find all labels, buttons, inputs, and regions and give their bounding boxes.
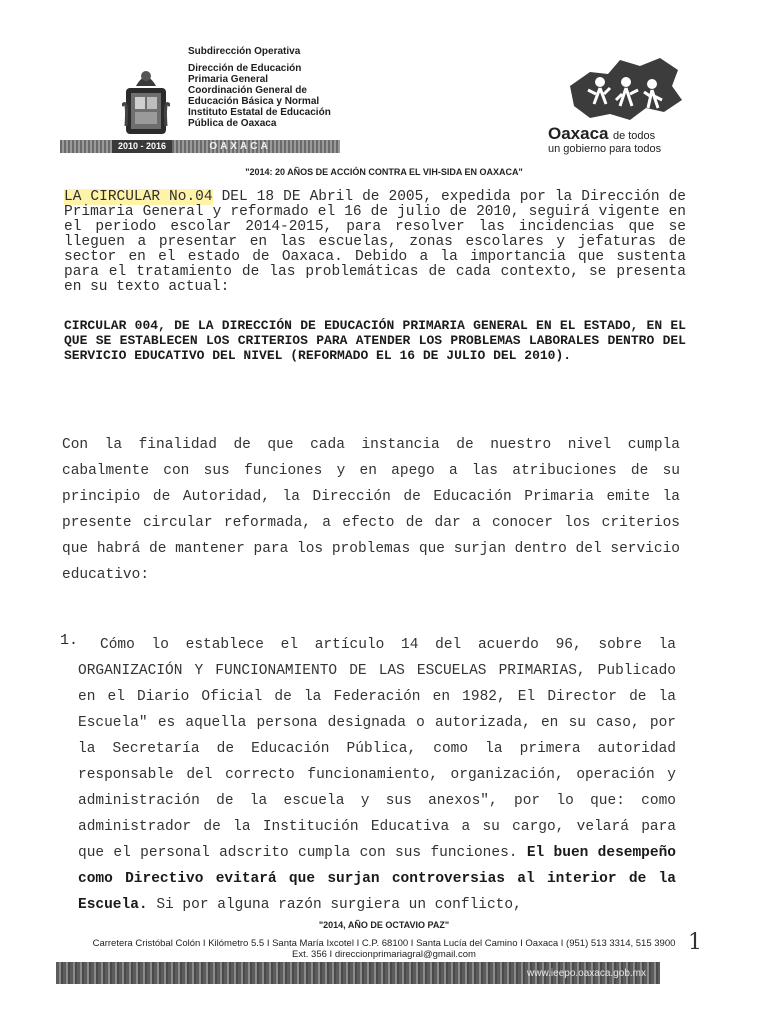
footer-title: "2014, AÑO DE OCTAVIO PAZ" [318,920,450,930]
website-url: www.ieepo.oaxaca.gob.mx [527,968,646,979]
item-1-tail: Si por alguna razón surgiera un conflicto, [147,897,522,913]
oaxaca-map-logo [560,52,688,132]
contact-line: Ext. 356 I direccionprimariagral@gmail.com [292,949,476,960]
dept-line: Educación Básica y Normal [188,96,320,107]
department-block [188,46,331,129]
dept-line: Primaria General [188,74,269,85]
dept-line: Pública de Oaxaca [188,118,277,129]
vih-banner-text: "2014: 20 AÑOS DE ACCIÓN CONTRA EL VIH-SIDA EN OAXACA" [245,167,523,177]
page-number: 1 [688,930,702,955]
item-1-paragraph [78,632,676,918]
dept-line: Subdirección Operativa [188,46,301,57]
state-crest-logo [122,66,170,142]
item-1-bold: El buen desempeño como Directivo evitará que surjan controversias al interior de la Escuela. [78,845,676,913]
logo-caption [548,124,661,155]
logo-subtitle: un gobierno para todos [548,143,662,155]
item-1-text: Cómo lo establece el artículo 14 del acuerdo 96, sobre la ORGANIZACIÓN Y FUNCIONAMIENTO DE LAS ESCUELAS PRIMARIAS, Publicado en el Diario Oficial de la Federación en 1982, El Director de la Escuela" es aquella persona designada o autorizada, en su caso, por la Secretaría de Educación Pública, como la primera autoridad responsable del correcto funcionamiento, organización, operación y administración de la escuela y sus anexos", por lo que: como administrador de la Institución Educativa a su cargo, velará para que el personal adscrito cumpla con sus funciones. [78,637,676,861]
footer-address [0,938,768,960]
intro-paragraph [64,190,686,295]
logo-suffix: de todos [612,130,656,142]
address-line: Carretera Cristóbal Colón I Kilómetro 5.5 I Santa María Ixcotel I C.P. 68100 I Santa Lucía del Camino I Oaxaca I (951) 513 3314, 515 3900 [92,938,676,949]
circular-highlight: LA CIRCULAR No.04 [64,189,213,205]
logo-title: Oaxaca [548,124,609,143]
purpose-paragraph: Con la finalidad de que cada instancia de nuestro nivel cumpla cabalmente con sus funciones y en apego a las atribuciones de su principio de Autoridad, la Dirección de Educación Primaria emite la presente circular reformada, a efecto de dar a conocer los criterios que habrá de mantener para los problemas que surjan dentro del servicio educativo: [62,437,680,583]
dept-line: Instituto Estatal de Educación [188,107,331,118]
years-label: 2010 - 2016 [112,140,172,153]
state-label: OAXACA [209,141,271,152]
intro-text: DEL 18 DE Abril de 2005, expedida por la Dirección de Primaria General y reformado el 16 de julio de 2010, seguirá vigente en el periodo escolar 2014-2015, para resolver las incidencias que se lleguen a presentar en las escuelas, zonas escolares y jefaturas de sector en el estado de Oaxaca. Debido a la importancia que sustenta para el tratamiento de las problemáticas de cada contexto, se presenta en su texto actual: [64,189,686,295]
item-number: 1. [60,632,79,649]
crest-banner [60,140,340,153]
footer-bar [56,962,660,984]
circular-title: CIRCULAR 004, DE LA DIRECCIÓN DE EDUCACIÓN PRIMARIA GENERAL EN EL ESTADO, EN EL QUE SE ESTABLECEN LOS CRITERIOS PARA ATENDER LOS PROBLEMAS LABORALES DENTRO DEL SERVICIO EDUCATIVO DEL NIVEL (REFORMADO EL 16 DE JULIO DEL 2010). [64,318,686,363]
dept-line: Coordinación General de [188,85,307,96]
dept-line: Dirección de Educación [188,63,302,74]
